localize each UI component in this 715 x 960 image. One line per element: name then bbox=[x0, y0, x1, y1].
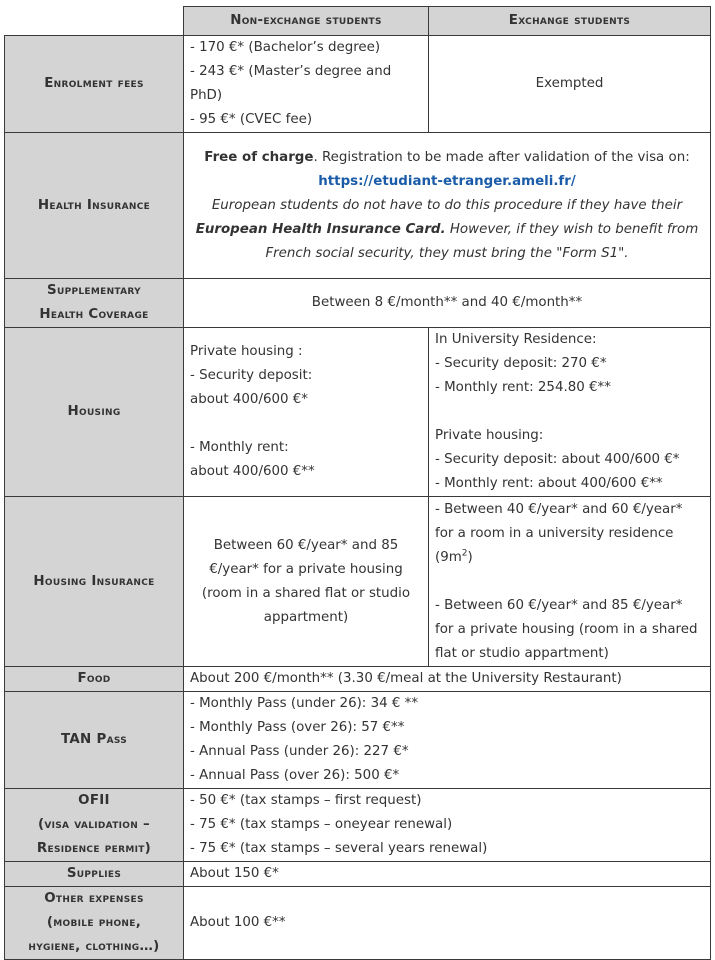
row-label-supplies: Supplies bbox=[5, 862, 184, 887]
row-housing bbox=[5, 328, 711, 497]
header-non-exchange: Non-exchange students bbox=[184, 7, 429, 36]
row-label-health: Health Insurance bbox=[5, 133, 184, 279]
row-health bbox=[5, 133, 711, 279]
other-value: About 100 €** bbox=[184, 887, 711, 960]
health-lead: Free of charge. Registration to be made after validation of the visa on: bbox=[204, 149, 690, 165]
enrolment-line: - 95 €* (CVEC fee) bbox=[190, 112, 313, 127]
enrolment-line: - 170 €* (Bachelor’s degree) bbox=[190, 40, 381, 55]
row-tan bbox=[5, 692, 711, 789]
header-exchange: Exchange students bbox=[429, 7, 711, 36]
row-label-tan: TAN Pass bbox=[5, 692, 184, 789]
row-label-housing-insurance: Housing Insurance bbox=[5, 497, 184, 667]
supplementary-value: Between 8 €/month** and 40 €/month** bbox=[184, 279, 711, 328]
housing-insurance-non-exchange: Between 60 €/year* and 85 €/year* for a private housing (room in a shared flat or studio appartment) bbox=[184, 497, 429, 667]
health-note: European students do not have to do this procedure if they have their European Health Insurance Card. However, if they wish to benefit from French social security, they must bring the "Form S1". bbox=[195, 197, 699, 261]
row-enrolment bbox=[5, 36, 711, 133]
ameli-link[interactable]: https://etudiant-etranger.ameli.fr/ bbox=[318, 173, 576, 189]
row-label-food: Food bbox=[5, 667, 184, 692]
row-housing-insurance bbox=[5, 497, 711, 667]
health-value bbox=[184, 133, 711, 279]
ofii-value: - 50 €* (tax stamps – first request) - 75 €* (tax stamps – oneyear renewal) - 75 €* (tax stamps – several years renewal) bbox=[184, 789, 711, 862]
header-row bbox=[5, 7, 711, 36]
housing-insurance-exchange: - Between 40 €/year* and 60 €/year* for a room in a university residence $(9m^2)$ - Between 60 €/year* and 85 €/year* for a private housing (room in a shared flat or studio appartment) bbox=[429, 497, 711, 667]
row-label-ofii: OFII (visa validation – Residence permit) bbox=[5, 789, 184, 862]
food-value: About 200 €/month** (3.30 €/meal at the University Restaurant) bbox=[184, 667, 711, 692]
housing-exchange: In University Residence: - Security deposit: 270 €* - Monthly rent: 254.80 €** Private housing: - Security deposit: about 400/600 €* - Monthly rent: about 400/600 €** bbox=[429, 328, 711, 497]
row-supplementary bbox=[5, 279, 711, 328]
row-ofii bbox=[5, 789, 711, 862]
enrolment-exchange: Exempted bbox=[429, 36, 711, 133]
row-label-enrolment: Enrolment fees bbox=[5, 36, 184, 133]
row-label-housing: Housing bbox=[5, 328, 184, 497]
enrolment-non-exchange bbox=[184, 36, 429, 133]
row-food bbox=[5, 667, 711, 692]
row-other bbox=[5, 887, 711, 960]
housing-non-exchange: Private housing : - Security deposit: about 400/600 €* - Monthly rent: about 400/600 €** bbox=[184, 328, 429, 497]
row-label-supplementary: Supplementary Health Coverage bbox=[5, 279, 184, 328]
enrolment-line: - 243 €* (Master’s degree and PhD) bbox=[190, 64, 392, 103]
student-costs-table bbox=[4, 6, 711, 960]
tan-value: - Monthly Pass (under 26): 34 € ** - Monthly Pass (over 26): 57 €** - Annual Pass (under 26): 227 €* - Annual Pass (over 26): 500 €* bbox=[184, 692, 711, 789]
row-supplies bbox=[5, 862, 711, 887]
supplies-value: About 150 €* bbox=[184, 862, 711, 887]
row-label-other: Other expenses (mobile phone, hygiene, clothing…) bbox=[5, 887, 184, 960]
corner-cell bbox=[5, 7, 184, 36]
